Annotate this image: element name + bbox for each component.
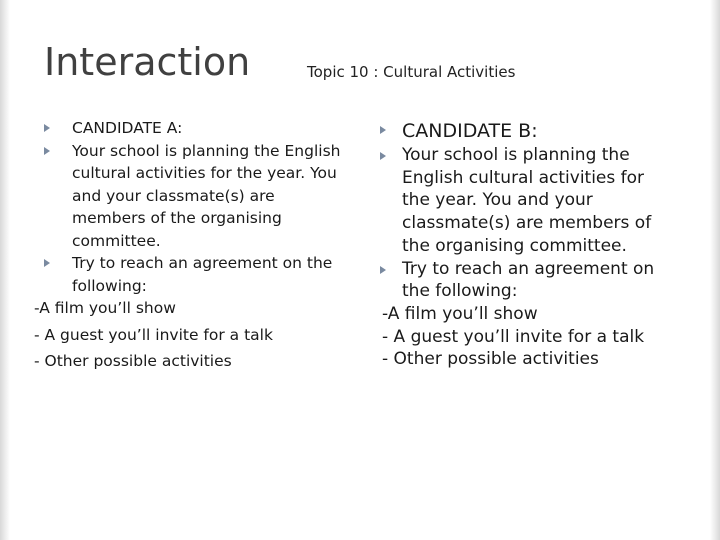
candidate-b-heading-bullet <box>382 118 672 144</box>
candidate-b-item: - Other possible activities <box>382 349 599 370</box>
slide-subtitle: Topic 10 : Cultural Activities <box>307 63 516 81</box>
candidate-b-column <box>382 118 672 371</box>
candidate-a-point-1-text: Your school is planning the English cultural activities for the year. You and your classmate(s) are members of the organising committee. <box>72 141 341 250</box>
bullet-arrow-icon <box>44 147 50 155</box>
candidate-b-item: - A guest you’ll invite for a talk <box>382 326 645 347</box>
candidate-a-item: - Other possible activities <box>34 352 232 370</box>
candidate-b-heading: CANDIDATE B: <box>402 120 538 142</box>
candidate-b-point-1-text: Your school is planning the English cultural activities for the year. You and your classmate(s) are members of the organising committee. <box>402 145 652 256</box>
slide-title: Interaction <box>44 40 251 84</box>
candidate-b-point-2-text: Try to reach an agreement on the following: <box>402 258 655 302</box>
candidate-a-item: -A film you’ll show <box>34 299 176 317</box>
candidate-a-heading: CANDIDATE A: <box>72 119 183 137</box>
left-edge-shade <box>0 0 10 540</box>
bullet-arrow-icon <box>44 124 50 132</box>
candidate-a-item: - A guest you’ll invite for a talk <box>34 325 273 344</box>
candidate-a-heading-bullet <box>48 117 353 140</box>
bullet-arrow-icon <box>380 152 386 160</box>
candidate-b-point-1 <box>382 144 672 258</box>
bullet-arrow-icon <box>380 126 386 134</box>
candidate-a-point-2 <box>48 252 353 297</box>
candidate-a-column <box>34 117 353 373</box>
candidate-b-item: -A film you’ll show <box>382 303 538 324</box>
candidate-a-point-2-text: Try to reach an agreement on the following: <box>72 254 333 295</box>
candidate-a-point-1 <box>48 140 353 253</box>
candidate-b-point-2 <box>382 258 672 303</box>
right-edge-shade <box>710 0 720 540</box>
bullet-arrow-icon <box>44 259 50 267</box>
bullet-arrow-icon <box>380 266 386 274</box>
